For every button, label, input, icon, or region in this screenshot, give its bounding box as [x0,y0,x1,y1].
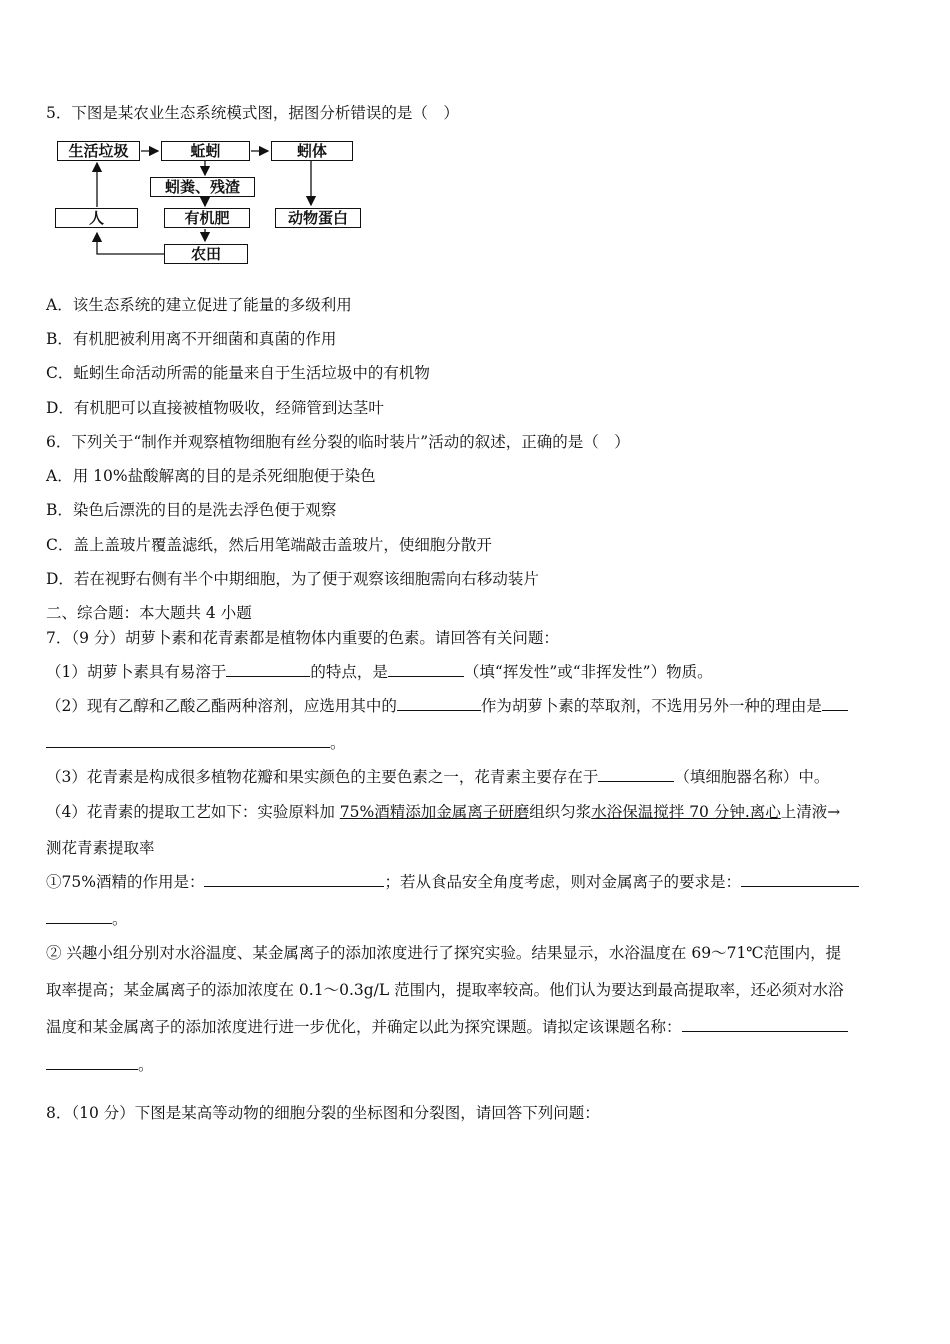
q7-part2-text-a: （2）现有乙醇和乙酸乙酯两种溶剂，应选用其中的 [46,697,397,715]
q7-sub2-line3 [46,1017,902,1037]
q7-part4-text-c: 上清液→ [780,803,841,821]
answer-blank[interactable] [598,767,674,782]
q7-part1-text-b: 的特点，是 [310,663,388,681]
q7-sub1-text-b: ；若从食品安全角度考虑，则对金属离子的要求是： [384,873,741,891]
q7-sub2-line1: ② 兴趣小组分别对水浴温度、某金属离子的添加浓度进行了探究实验。结果显示，水浴温度在 69～71℃范围内，提 [46,944,842,962]
answer-blank[interactable] [46,1055,138,1070]
q7-sub2-cont [46,1055,902,1075]
fertilizer-box: 有机肥 [164,208,250,228]
q5-stem: 5．下图是某农业生态系统模式图，据图分析错误的是（ ） [46,104,459,122]
answer-blank[interactable] [226,662,310,677]
q6-option-d: D．若在视野右侧有半个中期细胞，为了便于观察该细胞需向右移动装片 [46,570,539,588]
q6-stem: 6．下列关于“制作并观察植物细胞有丝分裂的临时装片”活动的叙述，正确的是（ ） [46,433,630,451]
q5-option-b: B．有机肥被利用离不开细菌和真菌的作用 [46,330,337,348]
q7-sub1-end: 。 [112,910,128,928]
answer-blank[interactable] [682,1017,848,1032]
earthworm-box: 蚯蚓 [161,141,250,161]
q7-part1-text-c: （填“挥发性”或“非挥发性”）物质。 [463,663,713,681]
q7-part4-cont: 测花青素提取率 [46,839,155,857]
answer-blank[interactable] [204,872,384,887]
section-heading: 二、综合题：本大题共 4 小题 [46,604,252,622]
q7-part2-end: 。 [330,734,346,752]
q7-part1-text-a: （1）胡萝卜素具有易溶于 [46,663,227,681]
diagram-arrows [0,0,950,300]
q7-sub1-cont [46,909,902,929]
q7-part2-cont [46,733,902,753]
q6-option-c: C．盖上盖玻片覆盖滤纸，然后用笔端敲击盖玻片，使细胞分散开 [46,536,492,554]
q7-part4-text-b: 组织匀浆 [529,803,592,821]
human-box: 人 [55,208,138,228]
q8-stem: 8．（10 分）下图是某高等动物的细胞分裂的坐标图和分裂图，请回答下列问题： [46,1104,600,1122]
answer-blank[interactable] [388,662,464,677]
q7-sub1-text-a: ①75%酒精的作用是： [46,873,205,891]
q7-part2-text-b: 作为胡萝卜素的萃取剂，不选用另外一种的理由是 [480,697,822,715]
q7-sub2-line2: 取率提高；某金属离子的添加浓度在 0.1～0.3g/L 范围内，提取率较高。他们认为要达到最高提取率，还必须对水浴 [46,981,844,999]
q7-part2 [46,696,902,716]
garbage-box: 生活垃圾 [57,141,140,161]
q5-option-d: D．有机肥可以直接被植物吸收，经筛管到达茎叶 [46,399,384,417]
q7-part4-underlined-2: 水浴保温搅拌 70 分钟.离心 [591,803,781,821]
protein-box: 动物蛋白 [275,208,361,228]
q7-sub1 [46,872,902,892]
q7-part1 [46,662,902,682]
farmland-box: 农田 [164,244,248,264]
q7-part4 [46,802,902,822]
q7-part4-underlined-1: 75%酒精添加金属离子研磨 [339,803,530,821]
q5-option-c: C．蚯蚓生命活动所需的能量来自于生活垃圾中的有机物 [46,364,430,382]
q5-option-a: A．该生态系统的建立促进了能量的多级利用 [46,296,352,314]
q6-option-b: B．染色后漂洗的目的是洗去浮色便于观察 [46,501,337,519]
q7-part3-text-b: （填细胞器名称）中。 [674,768,830,786]
answer-blank[interactable] [46,909,112,924]
answer-blank[interactable] [741,872,859,887]
waste-box: 蚓粪、残渣 [150,177,255,197]
q7-sub2-text: 温度和某金属离子的添加浓度进行进一步优化，并确定以此为探究课题。请拟定该课题名称： [46,1018,682,1036]
answer-blank[interactable] [397,696,481,711]
q7-stem: 7．（9 分）胡萝卜素和花青素都是植物体内重要的色素。请回答有关问题： [46,629,559,647]
answer-blank[interactable] [822,696,848,711]
q7-part3 [46,767,902,787]
answer-blank[interactable] [46,733,330,748]
q7-part3-text-a: （3）花青素是构成很多植物花瓣和果实颜色的主要色素之一，花青素主要存在于 [46,768,599,786]
q6-option-a: A．用 10%盐酸解离的目的是杀死细胞便于染色 [46,467,376,485]
q7-sub2-end: 。 [138,1056,154,1074]
q7-part4-text-a: （4）花青素的提取工艺如下：实验原料加 [46,803,340,821]
earthworm-body-box: 蚓体 [271,141,353,161]
